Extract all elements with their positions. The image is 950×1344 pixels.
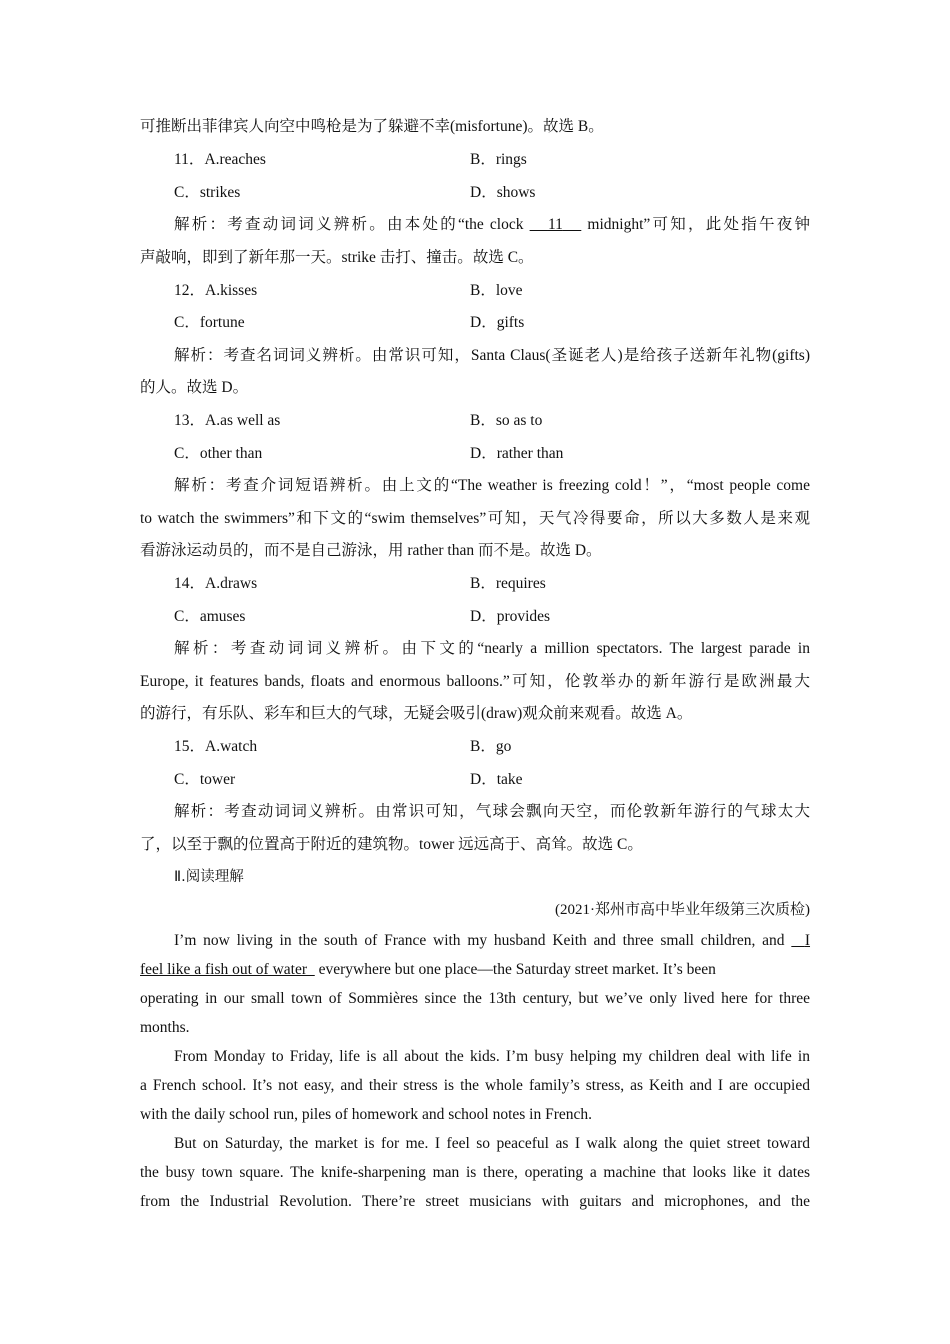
section-title: Ⅱ.阅读理解 bbox=[174, 869, 244, 885]
q14-option-a: 14．A.draws bbox=[174, 575, 258, 592]
q12-analysis-line-2: 的人。故选 D。 bbox=[140, 379, 249, 396]
q15-option-c: C．tower bbox=[174, 771, 236, 788]
q13-analysis-line-1: 解析：考查介词短语辨析。由上文的“The weather is freezing cold！”，“most people come bbox=[174, 477, 810, 494]
q12-option-b: B．love bbox=[470, 282, 523, 299]
q13-analysis-line-3: 看游泳运动员的，而不是自己游泳，用 rather than 而不是。故选 D。 bbox=[140, 542, 602, 559]
passage-p1-line-1: I’m now living in the south of France with my husband Keith and three small children, and I bbox=[174, 932, 811, 949]
passage-p3-line-3: from the Industrial Revolution. There’re street musicians with guitars and microphones, and the bbox=[140, 1193, 810, 1210]
passage-p1-line-3: operating in our small town of Sommières since the 13th century, but we’ve only lived here for three bbox=[140, 990, 810, 1007]
passage-p2-line-3: with the daily school run, piles of homework and school notes in French. bbox=[140, 1106, 593, 1123]
q14-option-d: D．provides bbox=[470, 608, 551, 625]
q13-option-d: D．rather than bbox=[470, 445, 564, 462]
q14-analysis-line-3: 的游行，有乐队、彩车和巨大的气球，无疑会吸引(draw)观众前来观看。故选 A。 bbox=[140, 705, 693, 722]
q15-option-b: B．go bbox=[470, 738, 512, 755]
q13-option-a: 13．A.as well as bbox=[174, 412, 281, 429]
q14-option-c: C．amuses bbox=[174, 608, 246, 625]
passage-source: (2021·郑州市高中毕业年级第三次质检) bbox=[555, 902, 810, 918]
q11-option-b: B．rings bbox=[470, 151, 527, 168]
q11-analysis-line-2: 声敲响，即到了新年那一天。strike 击打、撞击。故选 C。 bbox=[140, 249, 534, 266]
passage-p3-line-1: But on Saturday, the market is for me. I feel so peaceful as I walk along the quiet street toward bbox=[174, 1135, 810, 1152]
passage-p1-line-4: months. bbox=[140, 1019, 190, 1036]
q13-option-c: C．other than bbox=[174, 445, 263, 462]
q12-option-d: D．gifts bbox=[470, 314, 525, 331]
q11-option-c: C．strikes bbox=[174, 184, 241, 201]
q11-option-a: 11．A.reaches bbox=[174, 151, 266, 168]
passage-p1-line-2: feel like a fish out of water everywhere but one place—the Saturday street market. It’s been bbox=[140, 961, 716, 978]
previous-analysis-tail: 可推断出菲律宾人向空中鸣枪是为了躲避不幸(misfortune)。故选 B。 bbox=[140, 118, 604, 135]
q15-option-d: D．take bbox=[470, 771, 523, 788]
q13-analysis-line-2: to watch the swimmers”和下文的“swim themselves”可知，天气冷得要命，所以大多数人是来观 bbox=[140, 510, 810, 527]
q12-analysis-line-1: 解析：考查名词词义辨析。由常识可知，Santa Claus(圣诞老人)是给孩子送新年礼物(gifts) bbox=[174, 347, 810, 364]
q15-analysis-line-2: 了，以至于飘的位置高于附近的建筑物。tower 远远高于、高耸。故选 C。 bbox=[140, 836, 643, 853]
q11-analysis-line-1: 解析：考查动词词义辨析。由本处的“the clock 11 midnight”可知，此处指午夜钟 bbox=[174, 216, 811, 233]
passage-p3-line-2: the busy town square. The knife-sharpening man is there, operating a machine that looks like it dates bbox=[140, 1164, 810, 1181]
q15-option-a: 15．A.watch bbox=[174, 738, 258, 755]
q12-option-c: C．fortune bbox=[174, 314, 245, 331]
q14-option-b: B．requires bbox=[470, 575, 546, 592]
q14-analysis-line-1: 解析：考查动词词义辨析。由下文的“nearly a million spectators. The largest parade in bbox=[174, 640, 810, 657]
passage-p2-line-1: From Monday to Friday, life is all about the kids. I’m busy helping my children deal with life in bbox=[174, 1048, 810, 1065]
q15-analysis-line-1: 解析：考查动词词义辨析。由常识可知，气球会飘向天空，而伦敦新年游行的气球太大 bbox=[174, 803, 810, 820]
q13-option-b: B．so as to bbox=[470, 412, 543, 429]
q14-analysis-line-2: Europe, it features bands, floats and enormous balloons.”可知，伦敦举办的新年游行是欧洲最大 bbox=[140, 673, 810, 690]
q12-option-a: 12．A.kisses bbox=[174, 282, 258, 299]
passage-p2-line-2: a French school. It’s not easy, and their stress is the whole family’s stress, as Keith and I are occupied bbox=[140, 1077, 810, 1094]
q11-option-d: D．shows bbox=[470, 184, 536, 201]
